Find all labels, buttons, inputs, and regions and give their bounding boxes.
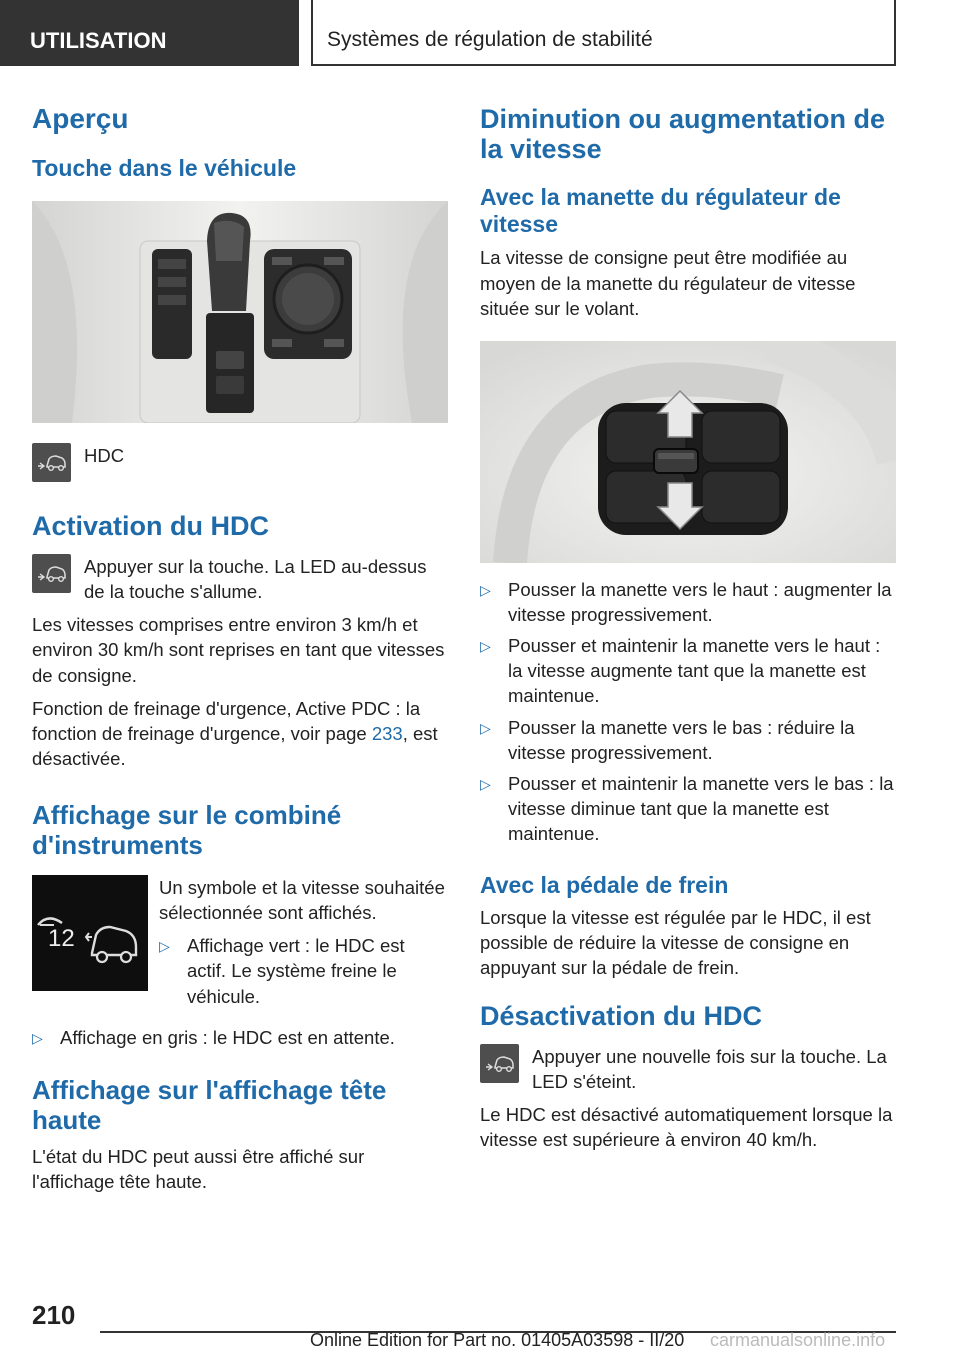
bullet-text: Pousser la manette vers le haut : augmenter la vitesse progressivement. <box>508 578 892 625</box>
desactivation-text: Appuyer une nouvelle fois sur la touche. La LED s'éteint. <box>532 1045 887 1093</box>
heading-touche: Touche dans le véhicule <box>32 154 297 181</box>
combine-bullets <box>159 933 448 1008</box>
hdc-key-row <box>32 443 448 482</box>
hdc-car-icon <box>480 1044 519 1083</box>
triangle-right-icon: ▷ <box>159 938 170 955</box>
display-speed: 12 <box>48 924 75 952</box>
instrument-display <box>32 875 148 991</box>
activation-text: Appuyer sur la touche. La LED au-dessus de la touche s'allume. <box>84 555 427 603</box>
bullet-text: Pousser la manette vers le bas : réduire la vitesse progressivement. <box>508 716 855 763</box>
steering-wheel-illustration <box>480 341 896 563</box>
hdc-car-icon <box>32 554 71 593</box>
list-item <box>32 1025 448 1050</box>
bullet-text: Pousser et maintenir la manette vers le haut : la vitesse augmente tant que la manette est maintenue. <box>508 635 881 707</box>
bullet-vert: Affichage vert : le HDC est actif. Le système freine le véhicule. <box>187 935 405 1007</box>
desactivation-row <box>480 1044 896 1094</box>
paragraph-manette: La vitesse de consigne peut être modifiée au moyen de la manette du régulateur de vitesse située sur le volant. <box>480 247 856 319</box>
console-illustration <box>32 201 448 423</box>
triangle-right-icon: ▷ <box>32 1029 43 1046</box>
list-item <box>480 715 896 765</box>
list-item <box>480 771 896 846</box>
triangle-right-icon: ▷ <box>480 719 491 736</box>
page-number: 210 <box>32 1300 76 1330</box>
manette-bullets <box>480 577 896 847</box>
heading-desactivation: Désactivation du HDC <box>480 1001 763 1032</box>
combine-content <box>159 875 448 1015</box>
list-item <box>480 633 896 708</box>
left-column <box>32 96 448 1194</box>
heading-pedale: Avec la pédale de frein <box>480 872 729 899</box>
heading-combine: Affichage sur le combiné d'instruments <box>32 800 342 861</box>
paragraph-desactive: Le HDC est désactivé automatiquement lorsque la vitesse est supérieure à environ 40 km/h. <box>480 1104 893 1151</box>
right-column <box>480 96 896 1153</box>
chapter-title: Systèmes de régulation de stabilité <box>311 0 896 66</box>
list-item <box>159 933 448 1008</box>
paragraph-pedale: Lorsque la vitesse est régulée par le HDC, il est possible de réduire la vitesse de consigne en appuyant sur la pédale de frein. <box>480 906 871 979</box>
heading-manette: Avec la manette du régulateur de vitesse <box>480 184 841 237</box>
section-title: UTILISATION <box>0 0 299 66</box>
triangle-right-icon: ▷ <box>480 775 491 792</box>
bullet-text: Pousser et maintenir la manette vers le bas : la vitesse diminue tant que la manette est maintenue. <box>508 772 894 845</box>
footer-edition: Online Edition for Part no. 01405A03598 - II/20 <box>310 1330 685 1350</box>
combine-text: Un symbole et la vitesse souhaitée sélectionnée sont affichés. <box>159 876 445 924</box>
bullet-gris: Affichage en gris : le HDC est en attente. <box>60 1026 395 1048</box>
triangle-right-icon: ▷ <box>480 581 491 598</box>
console-photo <box>32 201 448 423</box>
heading-tete: Affichage sur l'affichage tête haute <box>32 1074 387 1135</box>
steering-wheel-photo <box>480 341 896 563</box>
page-link-233[interactable]: 233 <box>371 722 403 744</box>
fonction-text-2: , est désactivée. <box>32 722 438 770</box>
triangle-right-icon: ▷ <box>480 638 491 655</box>
heading-apercu: Aperçu <box>32 103 129 134</box>
list-item <box>480 577 896 627</box>
paragraph-vitesses: Les vitesses comprises entre environ 3 km/h et environ 30 km/h sont reprises en tant que vitesses de consigne. <box>32 614 445 686</box>
paragraph-fonction <box>32 696 448 771</box>
heading-activation: Activation du HDC <box>32 511 270 542</box>
combine-row <box>32 875 448 1015</box>
heading-diminution: Diminution ou augmentation de la vitesse <box>480 104 885 165</box>
page-header <box>0 0 960 66</box>
paragraph-tete: L'état du HDC peut aussi être affiché sur l'affichage tête haute. <box>32 1145 365 1192</box>
activation-row <box>32 554 448 604</box>
gris-bullets <box>32 1025 448 1050</box>
fonction-text-1: Fonction de freinage d'urgence, Active PDC : la fonction de freinage d'urgence, voir page <box>32 697 421 744</box>
footer-watermark: carmanualsonline.info <box>710 1330 886 1350</box>
hdc-car-icon <box>32 443 71 482</box>
hdc-label: HDC <box>84 445 125 467</box>
